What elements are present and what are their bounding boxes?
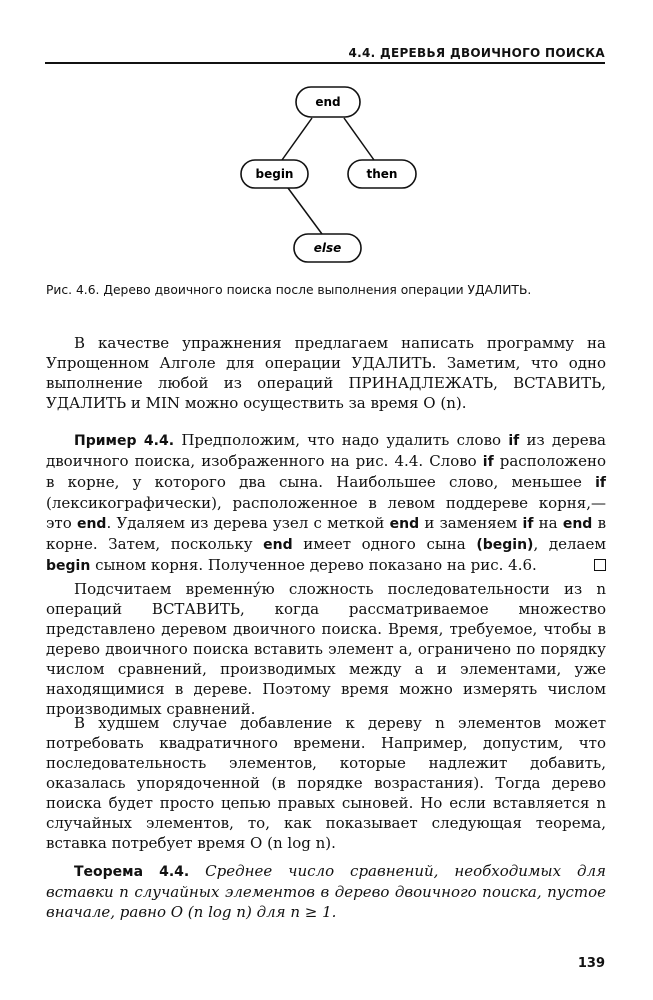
theorem-text: Теорема 4.4. Среднее число сравнений, необходимых для вставки n случайных элементов в дерево двоичного поиска, пустое вначале, равно O (n log n) для n ≥ 1. <box>46 862 606 921</box>
theorem-block <box>46 861 606 922</box>
example-block <box>46 430 606 576</box>
node-end-label: end <box>315 95 341 109</box>
example-text: Пример 4.4. Предположим, что надо удалить слово if из дерева двоичного поиска, изображенного на рис. 4.4. Слово if расположено в корне, у которого два сына. Наибольшее слово, меньшее if (лексикографически), расположенное в левом поддереве корня,— это end. Удаляем из дерева узел с меткой end и заменяем if на end в корне. Затем, поскольку end имеет одного сына (begin), делаем begin сыном корня. Полученное дерево показано на рис. 4.6. <box>46 431 607 574</box>
paragraph-exercise-text: В качестве упражнения предлагаем написать программу на Упрощенном Алголе для операции УДАЛИТЬ. Заметим, что одно выполнение любой из операций ПРИНАДЛЕЖАТЬ, ВСТАВИТЬ, УДАЛИТЬ и MIN можно осуществить за время O (n). <box>46 334 606 412</box>
edge-begin-else <box>288 188 322 234</box>
end-of-example-square <box>594 559 606 571</box>
node-then-label: then <box>366 167 398 181</box>
paragraph-worst-case-text: В худшем случае добавление к дереву n элементов может потребовать квадратичного времени. Например, допустим, что последовательность элементов, которые надлежит добавить, оказалась упорядоченной (в порядке возрастания). Тогда дерево поиска будет просто цепью правых сыновей. Но если вставляется n случайных элементов, то, как показывает следующая теорема, вставка потребует время O (n log n). <box>46 714 606 852</box>
running-header: 4.4. ДЕРЕВЬЯ ДВОИЧНОГО ПОИСКА <box>348 46 605 60</box>
paragraph-exercise <box>46 333 606 413</box>
example-label: Пример 4.4. <box>74 433 175 449</box>
edge-end-then <box>344 118 374 160</box>
node-begin-label: begin <box>255 167 294 181</box>
paragraph-complexity <box>46 579 606 719</box>
edge-end-begin <box>282 118 312 160</box>
theorem-label: Теорема 4.4. <box>74 864 190 880</box>
page-number: 139 <box>577 956 605 971</box>
figure-caption: Рис. 4.6. Дерево двоичного поиска после выполнения операции УДАЛИТЬ. <box>46 283 532 297</box>
binary-search-tree-figure <box>0 0 653 280</box>
node-else-label: else <box>313 241 342 255</box>
paragraph-worst-case <box>46 713 606 853</box>
paragraph-complexity-text: Подсчитаем временнýю сложность последовательности из n операций ВСТАВИТЬ, когда рассматриваемое множество представлено деревом двоичного поиска. Время, требуемое, чтобы в дерево двоичного поиска вставить элемент a, ограничено по порядку числом сравнений, производимых между a и элементами, уже находящимися в дереве. Поэтому время можно измерять числом производимых сравнений. <box>46 580 606 718</box>
